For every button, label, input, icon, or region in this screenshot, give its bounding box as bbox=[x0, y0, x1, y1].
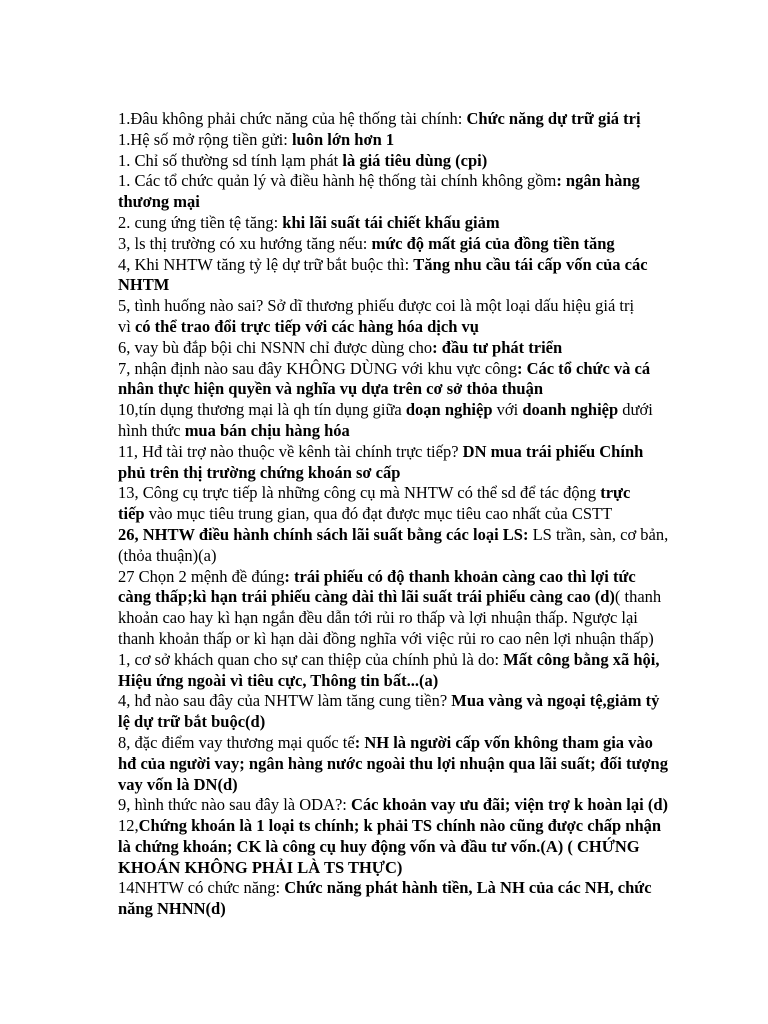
question-text: vì bbox=[118, 316, 135, 336]
text-line bbox=[118, 878, 690, 899]
answer-text: : đầu tư phát triển bbox=[432, 337, 563, 357]
answer-text: : NH là người cấp vốn không tham gia vào bbox=[354, 732, 653, 752]
question-text: thanh khoản thấp or kì hạn dài đồng nghĩa với việc rủi ro cao nên lợi nhuận thấp) bbox=[118, 628, 654, 648]
answer-text: vay vốn là DN(d) bbox=[118, 774, 238, 794]
answer-text: năng NHNN(d) bbox=[118, 899, 226, 919]
text-line bbox=[118, 775, 690, 796]
question-text: 8, đặc điểm vay thương mại quốc tế bbox=[118, 732, 355, 752]
text-line bbox=[118, 567, 690, 588]
question-text: 6, vay bù đắp bội chi NSNN chỉ được dùng cho bbox=[118, 337, 433, 357]
question-text: 1. Chỉ số thường sd tính lạm phát bbox=[118, 150, 343, 170]
answer-text: : Các tổ chức và cá bbox=[516, 358, 651, 378]
answer-text: DN mua trái phiếu Chính bbox=[462, 441, 644, 461]
text-line bbox=[118, 650, 690, 671]
text-line bbox=[118, 213, 690, 234]
question-text: 13, Công cụ trực tiếp là những công cụ mà NHTW có thể sd để tác động bbox=[118, 483, 601, 503]
text-line bbox=[118, 442, 690, 463]
text-line bbox=[118, 691, 690, 712]
answer-text: Mất công bằng xã hội, bbox=[503, 649, 660, 669]
question-text: 7, nhận định nào sau đây KHÔNG DÙNG với khu vực công bbox=[118, 358, 517, 378]
question-text: dưới bbox=[618, 400, 653, 420]
question-text: 9, hình thức nào sau đây là ODA?: bbox=[118, 795, 352, 815]
answer-text: KHOÁN KHÔNG PHẢI LÀ TS THỰC) bbox=[118, 857, 403, 877]
text-line bbox=[118, 192, 690, 213]
answer-text: doạn nghiệp bbox=[405, 400, 493, 420]
question-text: với bbox=[492, 400, 523, 420]
text-line bbox=[118, 546, 690, 567]
text-line bbox=[118, 899, 690, 920]
question-text: 5, tình huống nào sai? Sở dĩ thương phiếu được coi là một loại dấu hiệu giá trị bbox=[118, 296, 635, 316]
answer-text: : trái phiếu có độ thanh khoản càng cao thì lợi tức bbox=[284, 566, 636, 586]
text-line bbox=[118, 525, 690, 546]
question-text: 1, cơ sở khách quan cho sự can thiệp của chính phủ là do: bbox=[118, 649, 504, 669]
question-text: 11, Hđ tài trợ nào thuộc về kênh tài chính trực tiếp? bbox=[118, 441, 463, 461]
question-text: ( thanh bbox=[614, 587, 662, 607]
answer-text: càng thấp;kì hạn trái phiếu càng dài thì lãi suất trái phiếu càng cao (d) bbox=[118, 587, 615, 607]
answer-text: luôn lớn hơn 1 bbox=[291, 129, 395, 149]
text-line bbox=[118, 629, 690, 650]
answer-text: tiếp bbox=[118, 504, 145, 524]
answer-text: có thể trao đổi trực tiếp với các hàng hóa dịch vụ bbox=[134, 316, 479, 336]
text-line bbox=[118, 296, 690, 317]
answer-text: là giá tiêu dùng (cpi) bbox=[342, 150, 488, 170]
text-line bbox=[118, 421, 690, 442]
question-text: 4, Khi NHTW tăng tỷ lệ dự trữ bắt buộc thì: bbox=[118, 254, 414, 274]
text-line bbox=[118, 733, 690, 754]
text-line bbox=[118, 379, 690, 400]
text-line bbox=[118, 754, 690, 775]
question-text: 27 Chọn 2 mệnh đề đúng bbox=[118, 566, 285, 586]
answer-text: thương mại bbox=[118, 192, 200, 212]
answer-text: hđ của người vay; ngân hàng nước ngoài thu lợi nhuận qua lãi suất; đối tượng bbox=[118, 753, 668, 773]
answer-text: trực bbox=[600, 483, 631, 503]
answer-text: khi lãi suất tái chiết khấu giảm bbox=[282, 212, 500, 232]
answer-text: doanh nghiệp bbox=[522, 400, 619, 420]
question-text: 10,tín dụng thương mại là qh tín dụng giữa bbox=[118, 400, 406, 420]
text-line bbox=[118, 837, 690, 858]
text-line bbox=[118, 151, 690, 172]
text-line bbox=[118, 317, 690, 338]
question-text: (thỏa thuận)(a) bbox=[118, 545, 217, 565]
document-body bbox=[118, 109, 690, 920]
text-line bbox=[118, 858, 690, 879]
text-line bbox=[118, 483, 690, 504]
text-line bbox=[118, 463, 690, 484]
text-line bbox=[118, 504, 690, 525]
text-line bbox=[118, 275, 690, 296]
text-line bbox=[118, 816, 690, 837]
question-text: 4, hđ nào sau đây của NHTW làm tăng cung tiền? bbox=[118, 691, 452, 711]
text-line bbox=[118, 171, 690, 192]
text-line bbox=[118, 234, 690, 255]
answer-text: NHTM bbox=[118, 275, 170, 295]
question-text: 1.Hệ số mở rộng tiền gửi: bbox=[118, 129, 292, 149]
answer-text: Chức năng phát hành tiền, Là NH của các NH, chức bbox=[284, 878, 652, 898]
answer-text: Tăng nhu cầu tái cấp vốn của các bbox=[413, 254, 648, 274]
question-text: hình thức bbox=[118, 420, 185, 440]
answer-text: Chứng khoán là 1 loại ts chính; k phải TS chính nào cũng được chấp nhận bbox=[138, 816, 662, 836]
text-line bbox=[118, 587, 690, 608]
answer-text: là chứng khoán; CK là công cụ huy động vốn và đầu tư vốn.(A) ( CHỨNG bbox=[118, 836, 640, 856]
question-text: vào mục tiêu trung gian, qua đó đạt được mục tiêu cao nhất của CSTT bbox=[144, 504, 613, 524]
text-line bbox=[118, 255, 690, 276]
answer-text: lệ dự trữ bắt buộc(d) bbox=[118, 712, 266, 732]
question-text: 1. Các tổ chức quản lý và điều hành hệ thống tài chính không gồm bbox=[118, 171, 557, 191]
text-line bbox=[118, 712, 690, 733]
answer-text: mức độ mất giá của đồng tiền tăng bbox=[371, 233, 615, 253]
question-text: 3, ls thị trường có xu hướng tăng nếu: bbox=[118, 233, 372, 253]
question-text: LS trần, sàn, cơ bản, bbox=[528, 524, 669, 544]
answer-text: : ngân hàng bbox=[556, 171, 640, 191]
answer-text: Các khoản vay ưu đãi; viện trợ k hoàn lại (d) bbox=[351, 795, 669, 815]
text-line bbox=[118, 608, 690, 629]
answer-text: Chức năng dự trữ giá trị bbox=[466, 109, 641, 128]
text-line bbox=[118, 671, 690, 692]
question-text: khoản cao hay kì hạn ngắn đều dẫn tới rủi ro thấp và lợi nhuận thấp. Ngược lại bbox=[118, 608, 638, 628]
question-text: 1.Đâu không phải chức năng của hệ thống tài chính: bbox=[118, 109, 467, 128]
question-text: 2. cung ứng tiền tệ tăng: bbox=[118, 212, 283, 232]
answer-text: mua bán chịu hàng hóa bbox=[184, 420, 350, 440]
text-line bbox=[118, 130, 690, 151]
text-line bbox=[118, 795, 690, 816]
answer-text: nhân thực hiện quyền và nghĩa vụ dựa trên cơ sở thỏa thuận bbox=[118, 379, 544, 399]
answer-text: Mua vàng và ngoại tệ,giảm tỷ bbox=[451, 691, 660, 711]
text-line bbox=[118, 338, 690, 359]
answer-text: phủ trên thị trường chứng khoán sơ cấp bbox=[118, 462, 401, 482]
text-line bbox=[118, 109, 690, 130]
text-line bbox=[118, 400, 690, 421]
text-line bbox=[118, 359, 690, 380]
question-text: 12, bbox=[118, 816, 139, 836]
question-text: 14NHTW có chức năng: bbox=[118, 878, 285, 898]
answer-text: Hiệu ứng ngoài vì tiêu cực, Thông tin bất...(a) bbox=[118, 670, 439, 690]
answer-text: 26, NHTW điều hành chính sách lãi suất bằng các loại LS: bbox=[118, 524, 529, 544]
